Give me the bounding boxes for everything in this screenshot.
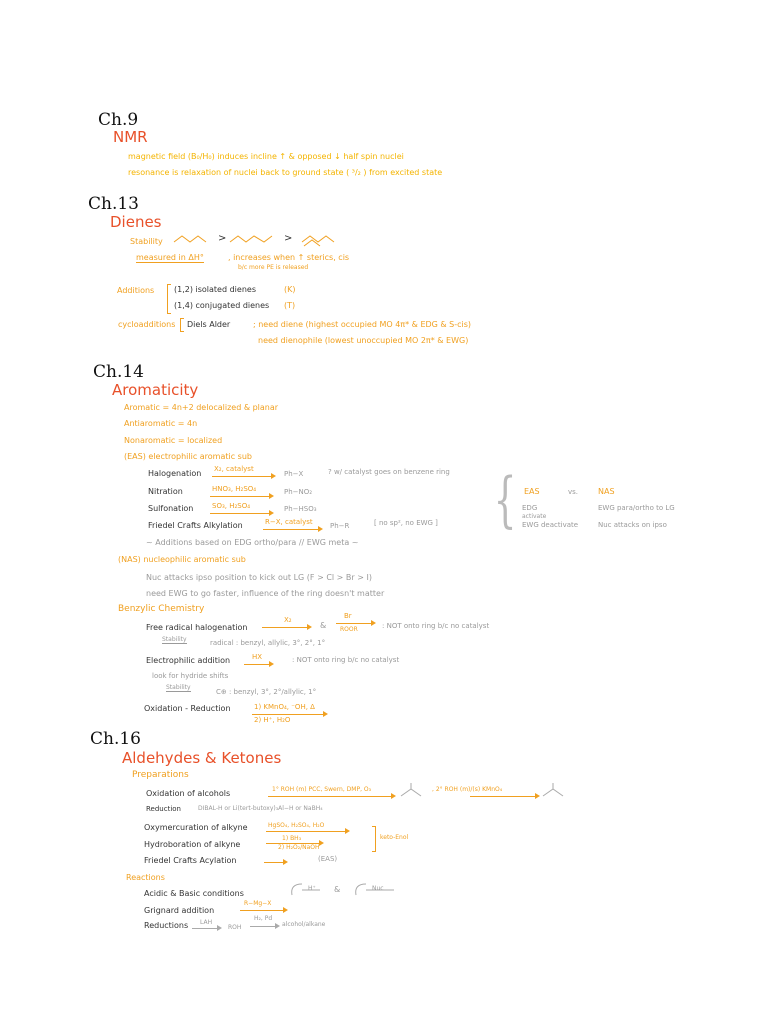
reduc-product: ROH bbox=[228, 924, 242, 931]
nitration-arrow bbox=[210, 496, 272, 497]
acidic-basic: Acidic & Basic conditions bbox=[144, 889, 244, 898]
elec-arrow bbox=[244, 664, 272, 665]
additions-bracket bbox=[167, 284, 171, 314]
aromatic-def: Aromatic = 4n+2 delocalized & planar bbox=[124, 403, 279, 412]
nitration: Nitration bbox=[148, 487, 183, 496]
need-dienophile: need dienophile (lowest unoccupied MO 2π* & EWG) bbox=[258, 336, 469, 345]
nmr-line-2: resonance is relaxation of nuclei back to ground state ( ³/₂ ) from excited state bbox=[128, 168, 443, 177]
diene-stability-diagram bbox=[172, 232, 342, 248]
reduction-label: Reduction bbox=[146, 805, 181, 813]
reduc-arrow-2 bbox=[250, 926, 278, 927]
add-14: (1,4) conjugated dienes bbox=[174, 301, 270, 310]
fca-arrow bbox=[264, 862, 286, 863]
reduc-reagent: LAH bbox=[200, 919, 213, 926]
halogenation-reagent: X₂, catalyst bbox=[214, 465, 254, 473]
reduc-arrow bbox=[192, 928, 220, 929]
sulfonation-reagent: SO₃, H₂SO₄ bbox=[212, 502, 251, 510]
elec-note: : NOT onto ring b/c no catalyst bbox=[292, 656, 400, 664]
oxalc-arrow bbox=[268, 796, 394, 797]
oxalc-reagents: 1° ROH (m) PCC, Swern, DMP, O₃ bbox=[272, 786, 372, 793]
stability-label: Stability bbox=[130, 237, 163, 246]
carbocation-stability: C⊕ : benzyl, 3°, 2°/allylic, 1° bbox=[216, 688, 317, 696]
cyclo-bracket bbox=[180, 318, 184, 332]
fc-reagent: R−X, catalyst bbox=[265, 518, 313, 526]
chapter-9-title: Ch.9 bbox=[98, 110, 139, 130]
antiaromatic-def: Antiaromatic = 4n bbox=[124, 419, 198, 428]
sulfonation-product: Ph−HSO₃ bbox=[284, 505, 317, 513]
nuc-ipso: Nuc attacks on ipso bbox=[598, 521, 667, 529]
sulfonation: Sulfonation bbox=[148, 504, 194, 513]
nitration-reagent: HNO₃, H₂SO₄ bbox=[212, 485, 257, 493]
eas-col: EAS bbox=[524, 487, 540, 496]
frh-arrow bbox=[262, 627, 310, 628]
nas-col: NAS bbox=[598, 487, 615, 496]
eas-nas-brace: { bbox=[493, 465, 517, 535]
preparations-heading: Preparations bbox=[132, 770, 189, 780]
reduction-reagents: DIBAL-H or Li(tert-butoxy)₃Al−H or NaBH₄ bbox=[198, 805, 323, 812]
ewg-para: EWG para/ortho to LG bbox=[598, 504, 675, 512]
add-12-k: (K) bbox=[284, 285, 296, 294]
frh-reagent-2: Br bbox=[344, 612, 352, 620]
nonaromatic-def: Nonaromatic = localized bbox=[124, 436, 223, 445]
chapter-14-title: Ch.14 bbox=[93, 362, 144, 382]
need-diene: ; need diene (highest occupied MO 4π* & EDG & S-cis) bbox=[253, 320, 472, 329]
ewg-deactivate: EWG deactivate bbox=[522, 521, 579, 529]
hb-reagent-2: 2) H₂O₂/NaOH bbox=[278, 844, 320, 851]
vs-label: vs. bbox=[568, 488, 579, 496]
oxidation-reduction: Oxidation - Reduction bbox=[144, 704, 231, 713]
radical-stability: radical : benzyl, allylic, 3°, 2°, 1° bbox=[210, 639, 326, 647]
acid-mechanism-icon bbox=[286, 880, 326, 900]
grignard-reagent: R−Mg−X bbox=[244, 900, 272, 907]
oxym-arrow bbox=[266, 831, 348, 832]
nas-line-1: Nuc attacks ipso position to kick out LG (F > Cl > Br > I) bbox=[146, 573, 372, 582]
additions-label: Additions bbox=[117, 286, 155, 295]
elec-reagent: HX bbox=[252, 653, 263, 661]
ox-arrow bbox=[252, 714, 326, 715]
grignard-arrow bbox=[240, 910, 286, 911]
reactions-heading: Reactions bbox=[126, 873, 165, 882]
hydroboration-alkyne: Hydroboration of alkyne bbox=[144, 840, 241, 849]
eas-heading: (EAS) electrophilic aromatic sub bbox=[124, 452, 252, 461]
add-12: (1,2) isolated dienes bbox=[174, 285, 256, 294]
ox-reagent-2: 2) H⁺, H₂O bbox=[254, 716, 291, 724]
frh-reagent-2b: ROOR bbox=[340, 626, 358, 633]
nitration-product: Ph−NO₂ bbox=[284, 488, 313, 496]
fc-arrow bbox=[263, 529, 321, 530]
gt-1: > bbox=[218, 233, 227, 244]
measured-in: measured in ΔH° bbox=[136, 253, 204, 262]
nas-heading: (NAS) nucleophilic aromatic sub bbox=[118, 555, 246, 564]
acid-amp: & bbox=[334, 885, 341, 894]
reductions: Reductions bbox=[144, 921, 189, 930]
increases-note: , increases when ↑ sterics, cis bbox=[228, 253, 350, 262]
frh-reagent: X₂ bbox=[284, 616, 292, 624]
reduc-product-2: alcohol/alkane bbox=[282, 921, 326, 928]
add-14-t: (T) bbox=[284, 301, 296, 310]
oxidation-of-alcohols: Oxidation of alcohols bbox=[146, 789, 231, 798]
keto-enol-bracket bbox=[372, 826, 376, 852]
nmr-heading: NMR bbox=[113, 128, 148, 146]
activate-label: activate bbox=[522, 513, 547, 520]
sulfonation-arrow bbox=[210, 513, 272, 514]
fc-note: [ no sp², no EWG ] bbox=[374, 519, 438, 527]
fca-eas: (EAS) bbox=[318, 855, 338, 863]
halogenation-product: Ph−X bbox=[284, 470, 304, 478]
frh-arrow-2 bbox=[336, 623, 374, 624]
aromaticity-heading: Aromaticity bbox=[112, 381, 199, 399]
hb-reagent-1: 1) BH₃ bbox=[282, 835, 302, 842]
hydride-shifts: look for hydride shifts bbox=[152, 672, 229, 680]
acid-label: H⁺ bbox=[308, 885, 316, 892]
edg-label: EDG bbox=[522, 504, 538, 512]
keto-enol: keto-Enol bbox=[380, 834, 409, 841]
ketone-structure-1 bbox=[398, 782, 426, 800]
chapter-13-title: Ch.13 bbox=[88, 194, 139, 214]
nmr-line-1: magnetic field (B₀/H₀) induces incline ↑ & opposed ↓ half spin nuclei bbox=[128, 152, 404, 161]
reduc-reagent-2: H₂, Pd bbox=[254, 915, 273, 922]
edg-ewg-note: ~ Additions based on EDG ortho/para // EWG meta ~ bbox=[146, 538, 359, 547]
electrophilic-addition: Electrophilic addition bbox=[146, 656, 231, 665]
friedel-crafts-acylation: Friedel Crafts Acylation bbox=[144, 856, 237, 865]
friedel-crafts-alkylation: Friedel Crafts Alkylation bbox=[148, 521, 243, 530]
fc-product: Ph−R bbox=[330, 522, 350, 530]
oxym-reagents: HgSO₄, H₂SO₄, H₂O bbox=[268, 822, 325, 829]
dienes-heading: Dienes bbox=[110, 213, 162, 231]
aldehydes-ketones-heading: Aldehydes & Ketones bbox=[122, 749, 282, 767]
frh-note: : NOT onto ring b/c no catalyst bbox=[382, 622, 490, 630]
diels-alder: Diels Alder bbox=[187, 320, 231, 329]
ketone-structure-2 bbox=[540, 782, 568, 800]
nas-line-2: need EWG to go faster, influence of the ring doesn't matter bbox=[146, 589, 385, 598]
cycloadditions-label: cycloadditions bbox=[118, 320, 176, 329]
grignard-addition: Grignard addition bbox=[144, 906, 215, 915]
benzylic-heading: Benzylic Chemistry bbox=[118, 604, 205, 614]
chapter-16-title: Ch.16 bbox=[90, 729, 141, 749]
ox-reagent-1: 1) KMnO₄, ⁻OH, Δ bbox=[254, 703, 315, 711]
base-label: Nuc bbox=[372, 885, 384, 892]
oxalc-arrow-2 bbox=[470, 796, 538, 797]
halogenation-note: ? w/ catalyst goes on benzene ring bbox=[328, 468, 450, 476]
frh-amp: & bbox=[320, 621, 327, 630]
oxymercuration-alkyne: Oxymercuration of alkyne bbox=[144, 823, 248, 832]
free-radical-halogenation: Free radical halogenation bbox=[146, 623, 248, 632]
oxalc-reagents-2: , 2° ROH (m)/(s) KMnO₄ bbox=[432, 786, 503, 793]
halogenation: Halogenation bbox=[148, 469, 202, 478]
halogenation-arrow bbox=[212, 476, 274, 477]
stability-label-2: Stability bbox=[166, 684, 191, 691]
stability-label-1: Stability bbox=[162, 636, 187, 643]
gt-2: > bbox=[284, 233, 293, 244]
more-pe-note: b/c more PE is released bbox=[238, 264, 309, 271]
